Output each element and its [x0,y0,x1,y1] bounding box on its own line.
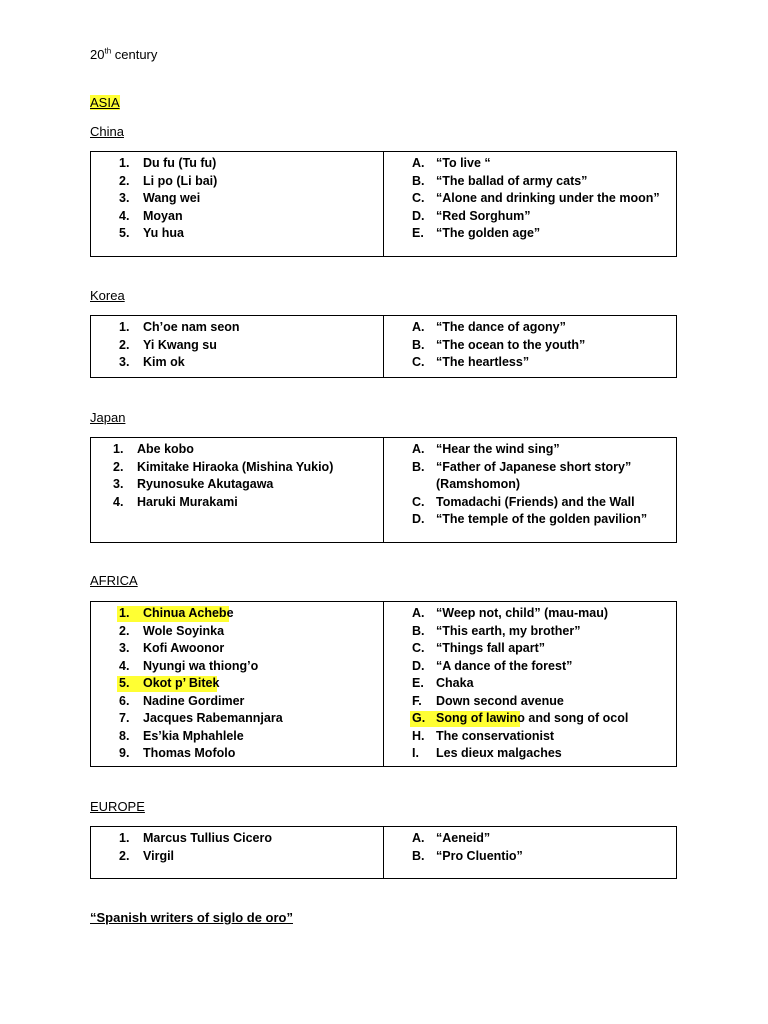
list-item: H. The conservationist [412,728,555,743]
list-item: 2. Kimitake Hiraoka (Mishina Yukio) [113,459,334,474]
list-item: 1. Marcus Tullius Cicero [119,831,272,845]
heading-china: China [90,124,124,139]
list-item: 6. Nadine Gordimer [119,693,245,708]
europe-authors-cell [91,827,384,879]
korea-authors-cell [91,316,384,378]
europe-authors-list [91,830,383,865]
list-item: D. “The temple of the golden pavilion” [412,512,648,526]
africa-works-cell [384,602,677,767]
europe-works-list [384,830,676,865]
list-item: 5. Okot p’ Bitek [119,676,220,690]
list-item: A. “Hear the wind sing” [412,442,560,456]
korea-authors-list [91,319,383,372]
list-item: B. “The ocean to the youth” [412,337,586,352]
africa-authors-list [91,605,383,763]
list-item: F. Down second avenue [412,693,564,708]
heading-asia: ASIA [90,95,120,110]
list-item: (Ramshomon) [436,477,521,491]
list-item: 3. Kofi Awoonor [119,641,225,655]
list-item: 1. Du fu (Tu fu) [119,156,217,170]
list-item: 1. Chinua Achebe [119,606,234,620]
list-item: 2. Wole Soyinka [119,623,225,638]
list-item: C. Tomadachi (Friends) and the Wall [412,494,635,509]
list-item: G. Song of lawino and song of ocol [412,711,629,725]
korea-works-cell [384,316,677,378]
list-item: 5. Yu hua [119,226,184,240]
list-item: D. “Red Sorghum” [412,208,531,223]
list-item: B. “This earth, my brother” [412,623,581,638]
africa-works-list [384,605,676,763]
heading-spanish-writers: “Spanish writers of siglo de oro” [90,910,293,925]
japan-table [90,437,677,543]
china-authors-list [91,155,383,243]
list-item: 4. Haruki Murakami [113,494,238,509]
korea-works-list [384,319,676,372]
list-item: E. “The golden age” [412,226,541,240]
list-item: C. “Things fall apart” [412,641,546,655]
list-item: 2. Virgil [119,848,175,863]
china-works-cell [384,152,677,257]
list-item: D. “A dance of the forest” [412,658,573,673]
list-item: 8. Es’kia Mphahlele [119,728,244,743]
list-item: B. “Pro Cluentio” [412,848,523,863]
heading-europe: EUROPE [90,799,145,814]
list-item: I. Les dieux malgaches [412,746,562,760]
list-item: A. “Aeneid” [412,831,491,845]
list-item: 4. Nyungi wa thiong’o [119,658,259,673]
japan-authors-cell [91,438,384,543]
list-item: B. “The ballad of army cats” [412,173,588,188]
heading-africa: AFRICA [90,573,138,588]
china-authors-cell [91,152,384,257]
africa-table [90,601,677,767]
korea-table [90,315,677,378]
japan-works-list [384,441,676,529]
europe-table [90,826,677,879]
list-item: A. “To live “ [412,156,491,170]
list-item: 4. Moyan [119,208,183,223]
africa-authors-cell [91,602,384,767]
list-item: 9. Thomas Mofolo [119,746,236,760]
japan-works-cell [384,438,677,543]
heading-korea: Korea [90,288,125,303]
list-item: 2. Yi Kwang su [119,337,217,352]
list-item: 2. Li po (Li bai) [119,173,218,188]
list-item: 3. Kim ok [119,355,185,369]
list-item: C. “Alone and drinking under the moon” [412,191,660,205]
list-item: A. “The dance of agony” [412,320,566,334]
list-item: 3. Ryunosuke Akutagawa [113,477,274,491]
list-item: A. “Weep not, child” (mau-mau) [412,606,608,620]
list-item: 3. Wang wei [119,191,201,205]
list-item: C. “The heartless” [412,355,530,369]
europe-works-cell [384,827,677,879]
list-item: 1. Abe kobo [113,442,194,456]
china-table [90,151,677,257]
list-item: B. “Father of Japanese short story” [412,459,632,474]
china-works-list [384,155,676,243]
page-title: 20th century [90,46,158,62]
list-item: 1. Ch’oe nam seon [119,320,240,334]
list-item: E. Chaka [412,676,474,690]
heading-japan: Japan [90,410,126,425]
list-item: 7. Jacques Rabemannjara [119,711,283,725]
japan-authors-list [91,441,383,511]
